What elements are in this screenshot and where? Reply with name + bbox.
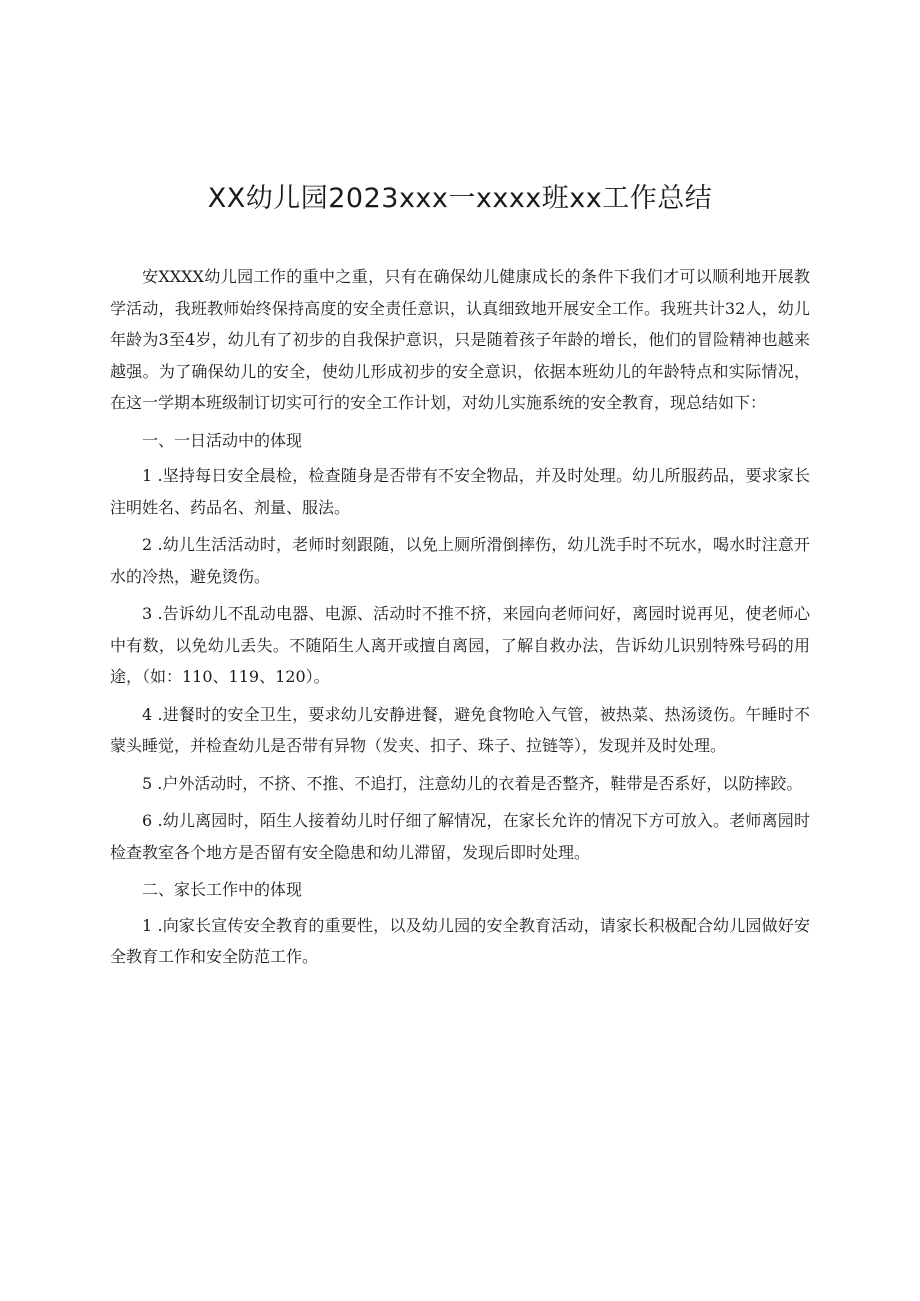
list-item: 2 .幼儿生活活动时，老师时刻跟随，以免上厕所滑倒摔伤，幼儿洗手时不玩水，喝水时注意开水的冷热，避免烫伤。 bbox=[110, 535, 810, 586]
list-item: 1 .向家长宣传安全教育的重要性，以及幼儿园的安全教育活动，请家长积极配合幼儿园做好安全教育工作和安全防范工作。 bbox=[110, 915, 810, 966]
document-body bbox=[110, 261, 810, 979]
section-heading-daily-activities: 一、一日活动中的体现 bbox=[142, 430, 303, 450]
list-item: 5 .户外活动时，不挤、不推、不追打，注意幼儿的衣着是否整齐，鞋带是否系好，以防摔跤。 bbox=[142, 773, 803, 793]
list-item: 3 .告诉幼儿不乱动电器、电源、活动时不推不挤，来园向老师问好，离园时说再见，使老师心中有数，以免幼儿丢失。不随陌生人离开或擅自离园，了解自救办法，告诉幼儿识别特殊号码的用途，（如：110、119、120）。 bbox=[110, 604, 810, 686]
section-heading-parent-work: 二、家长工作中的体现 bbox=[142, 880, 303, 899]
document-title: XX幼儿园2023xxx一xxxx班xx工作总结 bbox=[207, 183, 713, 214]
list-item: 1 .坚持每日安全晨检，检查随身是否带有不安全物品，并及时处理。幼儿所服药品，要求家长注明姓名、药品名、剂量、服法。 bbox=[110, 466, 810, 517]
intro-paragraph: 安XXXX幼儿园工作的重中之重，只有在确保幼儿健康成长的条件下我们才可以顺利地开展教学活动，我班教师始终保持高度的安全责任意识，认真细致地开展安全工作。我班共计32人，幼儿年龄为3至4岁，幼儿有了初步的自我保护意识，只是随着孩子年龄的增长，他们的冒险精神也越来越强。为了确保幼儿的安全，使幼儿形成初步的安全意识，依据本班幼儿的年龄特点和实际情况，在这一学期本班级制订切实可行的安全工作计划，对幼儿实施系统的安全教育，现总结如下： bbox=[110, 267, 810, 412]
list-item: 6 .幼儿离园时，陌生人接着幼儿时仔细了解情况，在家长允许的情况下方可放入。老师离园时检查教室各个地方是否留有安全隐患和幼儿滞留，发现后即时处理。 bbox=[110, 811, 810, 862]
list-item: 4 .进餐时的安全卫生，要求幼儿安静进餐，避免食物呛入气管，被热菜、热汤烫伤。午睡时不蒙头睡觉，并检查幼儿是否带有异物（发夹、扣子、珠子、拉链等），发现并及时处理。 bbox=[110, 704, 810, 755]
